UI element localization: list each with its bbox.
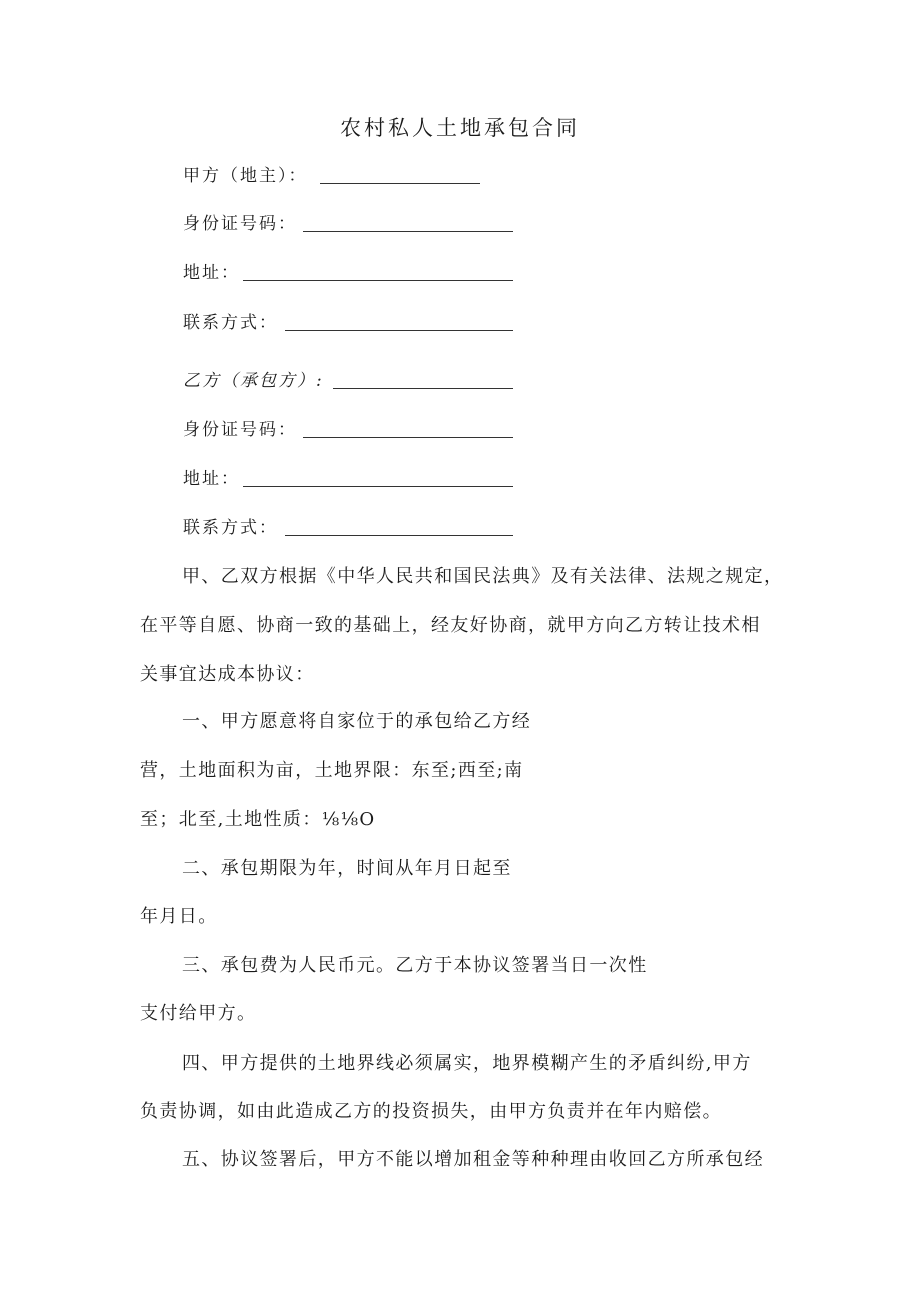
body-line: 一、甲方愿意将自家位于的承包给乙方经 bbox=[182, 711, 532, 732]
party-a-contact-blank[interactable] bbox=[285, 310, 513, 331]
body-line: 在平等自愿、协商一致的基础上，经友好协商，就甲方向乙方转让技术相 bbox=[140, 615, 761, 636]
party-a-id-label: 身份证号码： bbox=[183, 214, 297, 234]
body-line: 二、承包期限为年，时间从年月日起至 bbox=[182, 858, 512, 879]
party-b-contact-blank[interactable] bbox=[285, 515, 513, 536]
party-a-address-field bbox=[183, 260, 240, 286]
party-a-id-field bbox=[183, 211, 297, 237]
party-b-address-blank[interactable] bbox=[243, 466, 513, 487]
body-line: 三、承包费为人民币元。乙方于本协议签署当日一次性 bbox=[182, 955, 648, 976]
body-line: 营，土地面积为亩，土地界限：东至;西至;南 bbox=[140, 760, 524, 781]
party-b-id-field bbox=[183, 417, 297, 443]
party-a-name-field bbox=[183, 163, 308, 189]
party-a-address-label: 地址： bbox=[183, 263, 240, 283]
body-line: 负责协调，如由此造成乙方的投资损失，由甲方负责并在年内赔偿。 bbox=[140, 1101, 722, 1122]
party-a-name-label: 甲方（地主）： bbox=[183, 166, 308, 186]
body-line: 五、协议签署后，甲方不能以增加租金等种种理由收回乙方所承包经 bbox=[182, 1149, 764, 1170]
body-line: 四、甲方提供的土地界线必须属实，地界模糊产生的矛盾纠纷,甲方 bbox=[182, 1053, 752, 1074]
body-line: 关事宜达成本协议： bbox=[140, 664, 315, 685]
party-a-contact-field bbox=[183, 310, 278, 336]
body-line: 至；北至,土地性质：⅛⅛O bbox=[140, 809, 376, 830]
party-a-name-blank[interactable] bbox=[320, 163, 480, 184]
party-a-contact-label: 联系方式： bbox=[183, 313, 278, 333]
party-a-address-blank[interactable] bbox=[243, 260, 513, 281]
party-b-contact-field bbox=[183, 515, 278, 541]
party-a-id-blank[interactable] bbox=[303, 211, 513, 232]
body-line: 甲、乙双方根据《中华人民共和国民法典》及有关法律、法规之规定， bbox=[182, 566, 784, 587]
party-b-name-blank[interactable] bbox=[333, 368, 513, 389]
party-b-name-field bbox=[183, 368, 324, 394]
party-b-id-blank[interactable] bbox=[303, 417, 513, 438]
party-b-address-label: 地址： bbox=[183, 469, 240, 489]
party-b-address-field bbox=[183, 466, 240, 492]
party-b-name-label: 乙方（承包方）: bbox=[183, 371, 324, 391]
body-line: 年月日。 bbox=[140, 906, 218, 927]
party-b-id-label: 身份证号码： bbox=[183, 420, 297, 440]
party-b-contact-label: 联系方式： bbox=[183, 518, 278, 538]
body-line: 支付给甲方。 bbox=[140, 1003, 257, 1024]
contract-title: 农村私人土地承包合同 bbox=[340, 116, 580, 140]
